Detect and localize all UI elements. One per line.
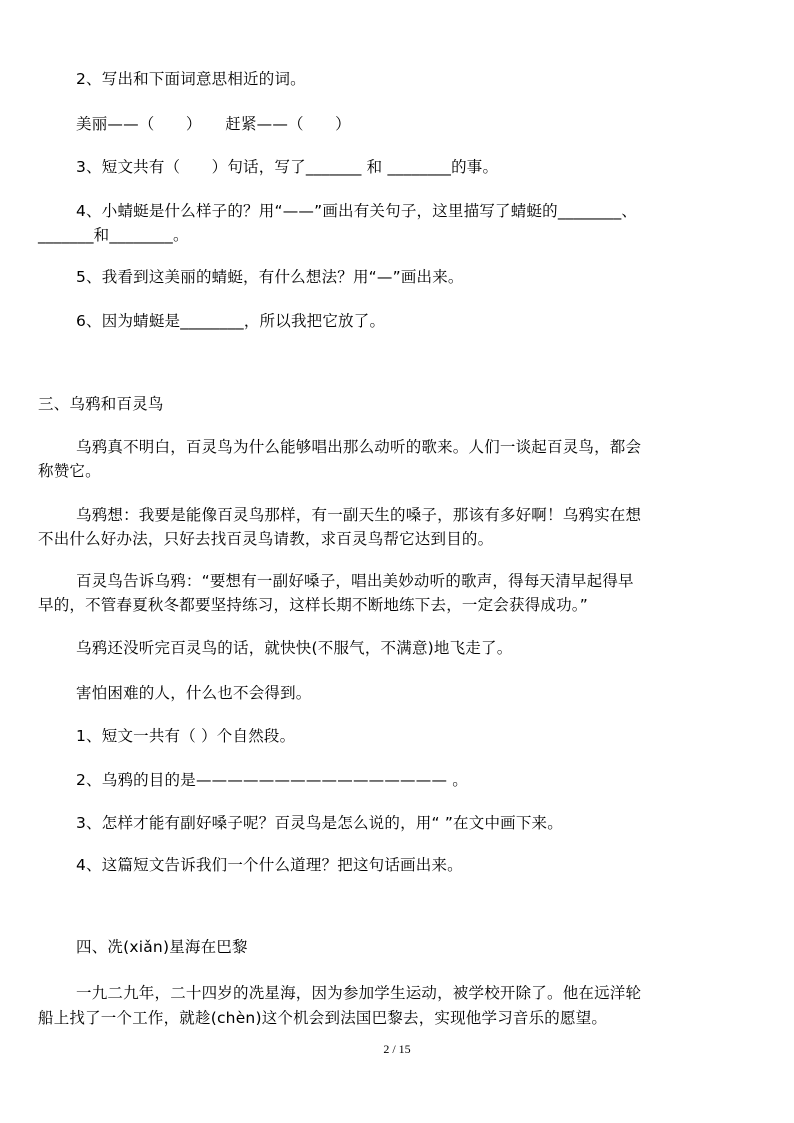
paragraph-line: 船上找了一个工作，就趁(chèn)这个机会到法国巴黎去，实现他学习音乐的愿望。 — [38, 1009, 608, 1027]
section-3-question-3: 3、怎样才能有副好嗓子呢？百灵鸟是怎么说的，用“ ”在文中画下来。 — [76, 814, 563, 832]
question-2: 2、写出和下面词意思相近的词。 — [76, 70, 306, 88]
page-number: 2 / 15 — [383, 1042, 411, 1056]
paragraph-line: 乌鸦真不明白，百灵鸟为什么能够唱出那么动听的歌来。人们一谈起百灵鸟，都会 — [76, 438, 642, 456]
paragraph-line: 称赞它。 — [38, 462, 101, 480]
question-5: 5、我看到这美丽的蜻蜓，有什么想法？用“—”画出来。 — [76, 268, 464, 286]
question-4-line-2: _______和________。 — [38, 226, 189, 244]
paragraph-line: 百灵鸟告诉乌鸦：“要想有一副好嗓子，唱出美妙动听的歌声，得每天清早起得早 — [76, 572, 634, 590]
paragraph-line: 一九二九年，二十四岁的冼星海，因为参加学生运动，被学校开除了。他在远洋轮 — [76, 984, 642, 1002]
question-3: 3、短文共有（ ）句话，写了_______ 和 ________的事。 — [76, 158, 499, 176]
paragraph-line: 害怕困难的人，什么也不会得到。 — [76, 684, 312, 702]
section-3-question-2: 2、乌鸦的目的是———————————————— 。 — [76, 771, 468, 789]
section-3-question-4: 4、这篇短文告诉我们一个什么道理？把这句话画出来。 — [76, 856, 463, 874]
section-3-question-1: 1、短文一共有（ ）个自然段。 — [76, 727, 296, 745]
paragraph-line: 不出什么好办法，只好去找百灵鸟请教，求百灵鸟帮它达到目的。 — [38, 530, 494, 548]
question-4-line-1: 4、小蜻蜓是什么样子的？用“——”画出有关句子，这里描写了蜻蜓的________、 — [76, 202, 638, 220]
paragraph-line: 乌鸦想：我要是能像百灵鸟那样，有一副天生的嗓子，那该有多好啊！乌鸦实在想 — [76, 506, 642, 524]
question-2-words: 美丽——（ ） 赶紧——（ ） — [76, 115, 351, 133]
section-3-title: 三、乌鸦和百灵鸟 — [38, 395, 164, 413]
paragraph-line: 早的，不管春夏秋冬都要坚持练习，这样长期不断地练下去，一定会获得成功。” — [38, 596, 588, 614]
paragraph-line: 乌鸦还没听完百灵鸟的话，就快快(不服气，不满意)地飞走了。 — [76, 639, 513, 657]
question-6: 6、因为蜻蜓是________，所以我把它放了。 — [76, 312, 386, 330]
section-4-title: 四、冼(xiǎn)星海在巴黎 — [76, 938, 248, 956]
